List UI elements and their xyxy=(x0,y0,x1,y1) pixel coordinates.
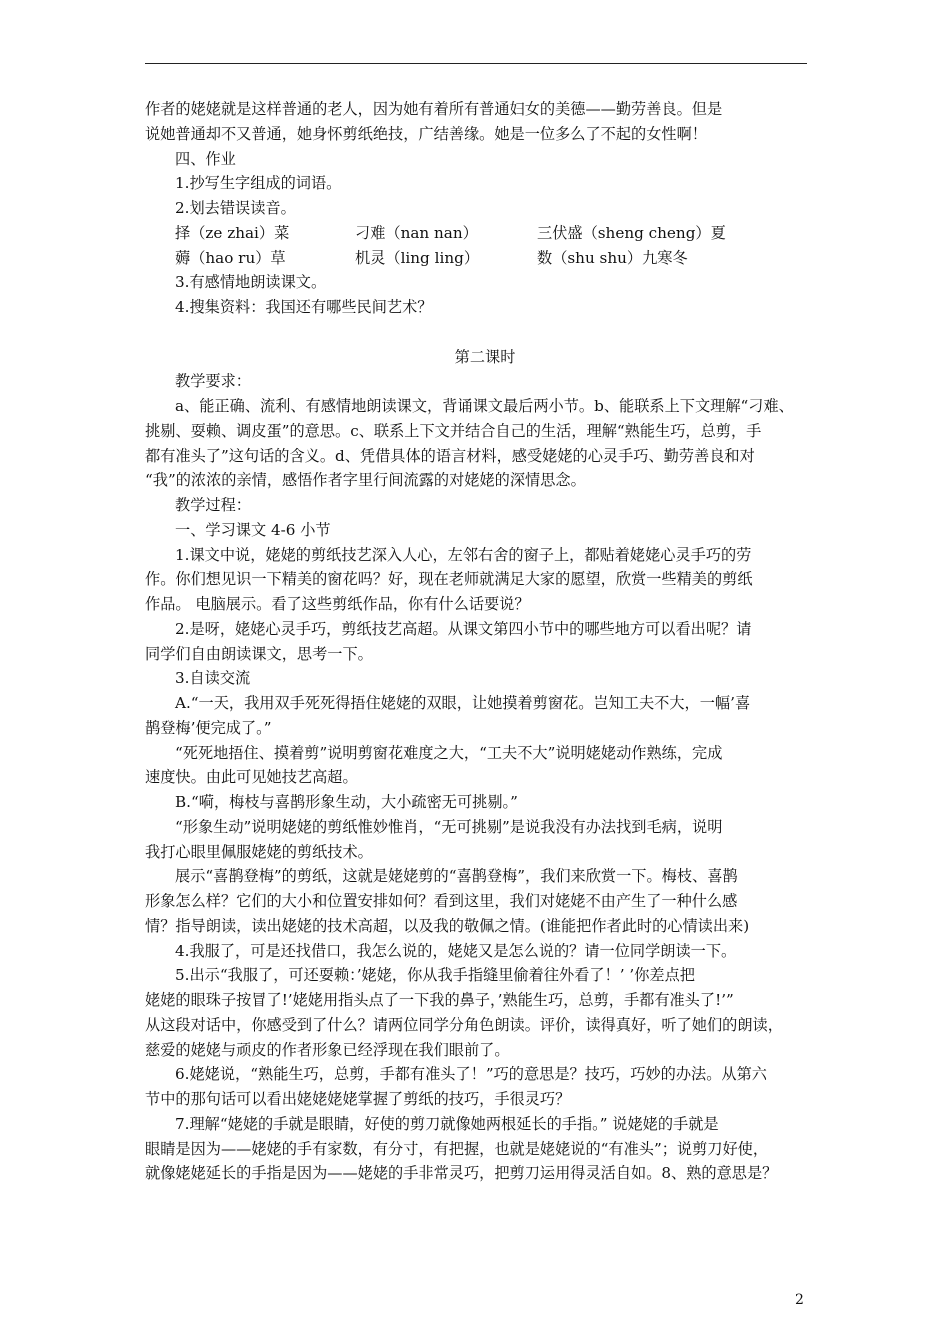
paragraph-line: 情？指导朗读，读出姥姥的技术高超，以及我的敬佩之情。(谁能把作者此时的心情读出来) xyxy=(145,916,750,935)
paragraph-line: 4.搜集资料：我国还有哪些民间艺术？ xyxy=(175,298,433,316)
pinyin-exercise xyxy=(145,221,825,271)
paragraph-line: 展示“喜鹊登梅”的剪纸，这就是姥姥剪的“喜鹊登梅”，我们来欣赏一下。梅枝、喜鹊 xyxy=(175,867,738,886)
pinyin-item: 数（shu shu）九寒冬 xyxy=(537,248,688,267)
paragraph-line: 教学要求： xyxy=(175,372,251,391)
paragraph-line: 挑剔、耍赖、调皮蛋”的意思。c、联系上下文并结合自己的生活，理解“熟能生巧，总剪，手 xyxy=(145,421,762,440)
paragraph-line: 作。你们想见识一下精美的窗花吗？好，现在老师就满足大家的愿望，欣赏一些精美的剪纸 xyxy=(145,570,753,589)
document-body xyxy=(145,97,825,1186)
paragraph-line: 姥姥的眼珠子按冒了!’姥姥用指头点了一下我的鼻子，’熟能生巧，总剪，手都有准头了!’” xyxy=(145,991,734,1009)
paragraph-line: a、能正确、流利、有感情地朗读课文，背诵课文最后两小节。b、能联系上下文理解“刁难、 xyxy=(175,397,794,415)
paragraph-line: 作品。 电脑展示。看了这些剪纸作品，你有什么话要说？ xyxy=(145,595,530,613)
pinyin-row xyxy=(145,246,825,271)
paragraph-line: 教学过程： xyxy=(175,496,251,514)
paragraph-line: 1.课文中说，姥姥的剪纸技艺深入人心，左邻右舍的窗子上，都贴着姥姥心灵手巧的劳 xyxy=(175,545,752,564)
paragraph-line: “形象生动”说明姥姥的剪纸惟妙惟肖，“无可挑剔”是说我没有办法找到毛病，说明 xyxy=(175,817,723,836)
pinyin-row xyxy=(145,221,825,246)
paragraph-line: 2.划去错误读音。 xyxy=(175,199,296,217)
paragraph-line: 一、学习课文 4-6 小节 xyxy=(175,520,331,539)
paragraph-line: 鹊登梅’便完成了。” xyxy=(145,718,272,737)
paragraph-line: 都有准头了”这句话的含义。d、凭借具体的语言材料，感受姥姥的心灵手巧、勤劳善良和对 xyxy=(145,446,755,465)
paragraph-line: A.“一天，我用双手死死得捂住姥姥的双眼，让她摸着剪窗花。岂知工夫不大，一幅’喜 xyxy=(175,694,751,712)
paragraph-line: 节中的那句话可以看出姥姥姥姥掌握了剪纸的技巧，手很灵巧？ xyxy=(145,1090,571,1108)
paragraph-line: 眼睛是因为——姥姥的手有家数，有分寸，有把握，也就是姥姥说的“有准头”；说剪刀好使， xyxy=(145,1139,769,1158)
paragraph-line: 我打心眼里佩服姥姥的剪纸技术。 xyxy=(145,842,373,861)
pinyin-item: 三伏盛（sheng cheng）夏 xyxy=(537,223,726,242)
section-heading: 第二课时 xyxy=(454,347,516,366)
homework-section xyxy=(145,97,825,221)
paragraph-line: 速度快。由此可见她技艺高超。 xyxy=(145,768,358,787)
paragraph-line: 作者的姥姥就是这样普通的老人，因为她有着所有普通妇女的美德——勤劳善良。但是 xyxy=(145,100,723,118)
paragraph-line: B.“嗬，梅枝与喜鹊形象生动，大小疏密无可挑剔。” xyxy=(175,793,518,811)
paragraph-line: 6.姥姥说，“熟能生巧，总剪，手都有准头了！”巧的意思是？技巧，巧妙的办法。从第六 xyxy=(175,1065,767,1084)
pinyin-item: 择（ze zhai）菜 xyxy=(175,223,290,242)
paragraph-line: “死死地捂住、摸着剪”说明剪窗花难度之大，“工夫不大”说明姥姥动作熟练，完成 xyxy=(175,743,723,762)
paragraph-line: 形象怎么样？它们的大小和位置安排如何？看到这里，我们对姥姥不由产生了一种什么感 xyxy=(145,892,738,910)
paragraph-line: 3.有感情地朗读课文。 xyxy=(175,273,327,292)
paragraph-line: 5.出示“我服了，可还耍赖：’姥姥，你从我手指缝里偷着往外看了！’ ’你差点把 xyxy=(175,966,695,985)
pinyin-item: 薅（hao ru）草 xyxy=(175,248,286,267)
paragraph-line: 3.自读交流 xyxy=(175,669,251,688)
spacer xyxy=(145,320,825,345)
paragraph-line: 慈爱的姥姥与顽皮的作者形象已经浮现在我们眼前了。 xyxy=(145,1040,510,1059)
second-lesson-section xyxy=(145,270,825,1186)
paragraph-line: 7.理解“姥姥的手就是眼睛，好使的剪刀就像她两根延长的手指。” 说姥姥的手就是 xyxy=(175,1114,719,1133)
paragraph-line: 2.是呀，姥姥心灵手巧，剪纸技艺高超。从课文第四小节中的哪些地方可以看出呢？请 xyxy=(175,619,752,638)
paragraph-line: 4.我服了，可是还找借口，我怎么说的，姥姥又是怎么说的？请一位同学朗读一下。 xyxy=(175,941,737,960)
paragraph-line: 说她普通却不又普通，她身怀剪纸绝技，广结善缘。她是一位多么了不起的女性啊！ xyxy=(145,124,707,143)
paragraph-line: 同学们自由朗读课文，思考一下。 xyxy=(145,644,373,663)
pinyin-item: 刁难（nan nan） xyxy=(355,223,478,242)
pinyin-item: 机灵（ling ling） xyxy=(355,248,480,267)
paragraph-line: 四、作业 xyxy=(175,149,236,168)
paragraph-line: “我”的浓浓的亲情，感悟作者字里行间流露的对姥姥的深情思念。 xyxy=(145,471,586,490)
header-rule xyxy=(145,63,807,64)
paragraph-line: 从这段对话中，你感受到了什么？请两位同学分角色朗读。评价，读得真好，听了她们的朗读， xyxy=(145,1015,783,1034)
paragraph-line: 就像姥姥延长的手指是因为——姥姥的手非常灵巧，把剪刀运用得灵活自如。8、熟的意思是？ xyxy=(145,1164,778,1183)
paragraph-line: 1.抄写生字组成的词语。 xyxy=(175,174,342,193)
page-number: 2 xyxy=(795,1292,804,1308)
